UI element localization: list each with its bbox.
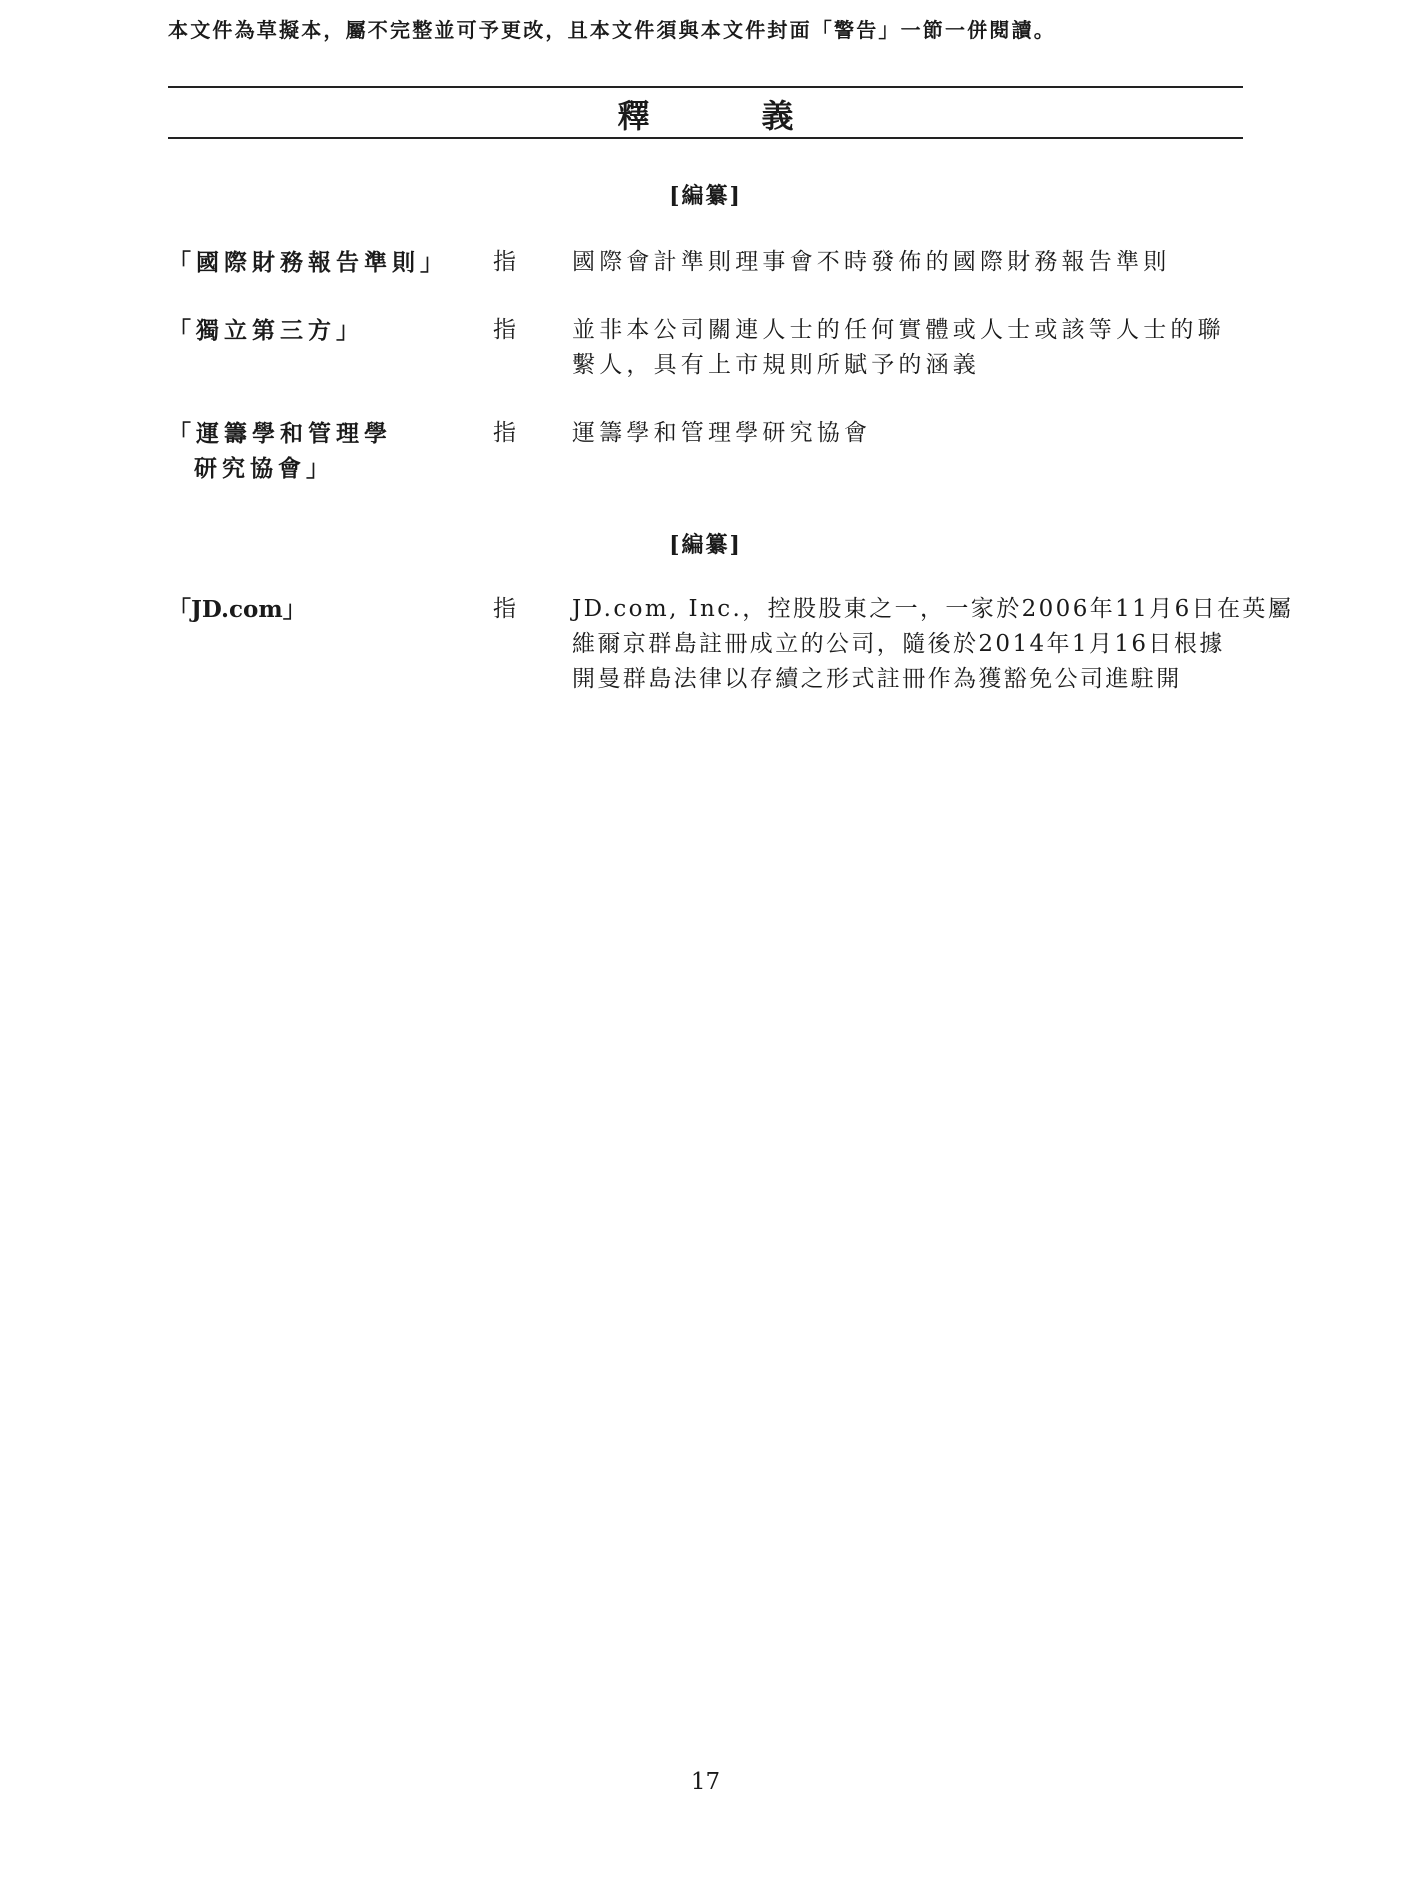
definition-line: 國際會計準則理事會不時發佈的國際財務報告準則: [572, 249, 1171, 275]
term-line: 「獨立第三方」: [168, 317, 364, 344]
definition-text: [572, 592, 1294, 697]
means-label: 指: [493, 249, 518, 275]
term-line: 「JD.com」: [168, 596, 306, 623]
means-label: 指: [493, 596, 518, 622]
section-title: 釋 義: [617, 97, 834, 135]
redacted-placeholder: [編纂]: [669, 532, 742, 558]
redacted-placeholder: [編纂]: [669, 183, 742, 209]
definition-line: JD.com, Inc.，控股股東之一，一家於2006年11月6日在英屬: [572, 596, 1294, 622]
term-line: 「國際財務報告準則」: [168, 249, 448, 276]
definition-line: 並非本公司關連人士的任何實體或人士或該等人士的聯: [572, 317, 1225, 343]
definition-line: 開曼群島法律以存續之形式註冊作為獲豁免公司進駐開: [572, 666, 1182, 692]
definition-term: [168, 416, 392, 486]
definition-term: [168, 592, 306, 627]
term-line: 「運籌學和管理學: [168, 420, 392, 447]
definition-term: [168, 313, 364, 348]
means-label: 指: [493, 317, 518, 343]
definition-line: 繫人，具有上市規則所賦予的涵義: [572, 352, 980, 378]
means-label: 指: [493, 420, 518, 446]
definition-text: [572, 313, 1244, 383]
draft-disclaimer: 本文件為草擬本，屬不完整並可予更改，且本文件須與本文件封面「警告」一節一併閱讀。: [168, 18, 1056, 42]
definition-text: [572, 416, 1244, 451]
definition-term: [168, 245, 448, 280]
page-number: 17: [690, 1769, 721, 1795]
definition-line: 運籌學和管理學研究協會: [572, 420, 872, 446]
title-top-rule: [168, 86, 1243, 88]
title-bottom-rule: [168, 137, 1243, 139]
definition-text: [572, 245, 1244, 280]
definition-line: 維爾京群島註冊成立的公司，隨後於2014年1月16日根據: [572, 631, 1225, 657]
term-line: 研究協會」: [194, 455, 334, 482]
